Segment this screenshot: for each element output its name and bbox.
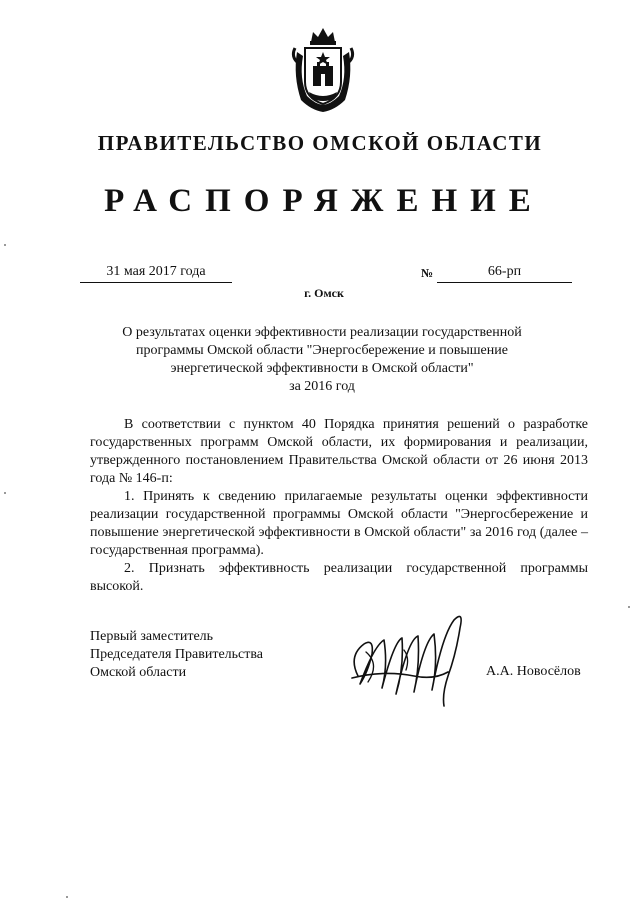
- signatory-title-line: Первый заместитель: [90, 629, 214, 644]
- subject-line: О результатах оценки эффективности реализации государственной: [122, 325, 522, 340]
- scan-artifact: [628, 606, 630, 608]
- handwritten-signature-icon: [344, 606, 484, 712]
- document-body: [90, 416, 588, 596]
- signatory-title-line: Председателя Правительства: [90, 647, 264, 662]
- subject-line: за 2016 год: [289, 379, 355, 394]
- scan-artifact: [4, 492, 6, 494]
- subject-line: энергетической эффективности в Омской области": [170, 361, 474, 376]
- scan-artifact: [66, 896, 68, 898]
- document-number: 66-рп: [437, 264, 572, 283]
- signatory-title-line: Омской области: [90, 665, 187, 680]
- signatory-title: [90, 628, 330, 682]
- scan-artifact: [4, 244, 6, 246]
- document-number-label: №: [421, 266, 434, 280]
- body-paragraph-item-2: 2. Признать эффективность реализации государственной программы высокой.: [90, 561, 588, 594]
- body-paragraph-item-1: 1. Принять к сведению прилагаемые результаты оценки эффективности реализации государственной программы Омской области "Энергосбережение и повышение энергетической эффективности в Омской области" за 2016 год (далее – государственная программа).: [90, 489, 588, 558]
- subject-line: программы Омской области "Энергосбережение и повышение: [136, 343, 508, 358]
- document-type-title: РАСПОРЯЖЕНИЕ: [104, 183, 544, 219]
- document-subject: [100, 324, 544, 396]
- organization-title: ПРАВИТЕЛЬСТВО ОМСКОЙ ОБЛАСТИ: [97, 131, 543, 155]
- city-label: г. Омск: [304, 286, 344, 300]
- coat-of-arms-icon: [291, 26, 355, 112]
- signatory-name: А.А. Новосёлов: [486, 664, 581, 679]
- body-paragraph-preamble: В соответствии с пунктом 40 Порядка принятия решений о разработке государственных программ Омской области, их формирования и реализации, утвержденного постановлением Правительства Омской области от 26 июня 2013 года № 146-п:: [90, 417, 588, 486]
- document-date: 31 мая 2017 года: [80, 264, 232, 283]
